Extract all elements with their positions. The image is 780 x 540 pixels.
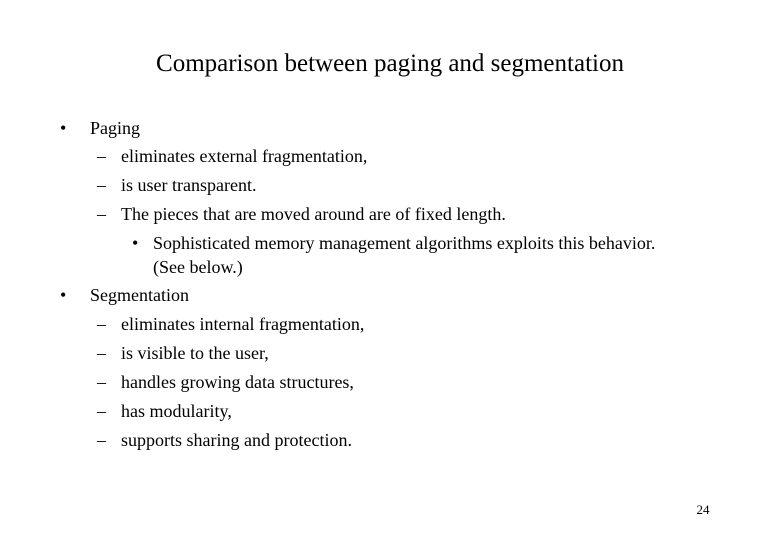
subsub-item-continuation xyxy=(153,255,243,279)
sub-text: supports sharing and protection. xyxy=(121,430,352,450)
bullet-text: Segmentation xyxy=(90,285,189,305)
subsub-text: Sophisticated memory management algorithms exploits this behavior. xyxy=(153,233,656,253)
sub-marker: – xyxy=(97,430,106,450)
sub-text: is visible to the user, xyxy=(121,343,269,363)
sub-text: The pieces that are moved around are of fixed length. xyxy=(121,204,506,224)
sub-text: is user transparent. xyxy=(121,175,257,195)
bullet-marker: • xyxy=(60,285,67,305)
sub-text: has modularity, xyxy=(121,401,232,421)
sub-marker: – xyxy=(97,175,106,195)
sub-marker: – xyxy=(97,401,106,421)
bullet-marker: • xyxy=(60,118,67,138)
subsub-marker: • xyxy=(132,233,139,253)
page-number: 24 xyxy=(696,502,710,517)
sub-marker: – xyxy=(97,372,106,392)
sub-marker: – xyxy=(97,146,106,166)
subsub-text-continuation: (See below.) xyxy=(153,257,243,277)
bullet-text: Paging xyxy=(90,118,141,138)
slide-title: Comparison between paging and segmentation xyxy=(156,50,624,77)
sub-text: eliminates external fragmentation, xyxy=(121,146,368,166)
sub-marker: – xyxy=(97,343,106,363)
sub-text: handles growing data structures, xyxy=(121,372,354,392)
sub-marker: – xyxy=(97,314,106,334)
sub-marker: – xyxy=(97,204,106,224)
sub-text: eliminates internal fragmentation, xyxy=(121,314,365,334)
